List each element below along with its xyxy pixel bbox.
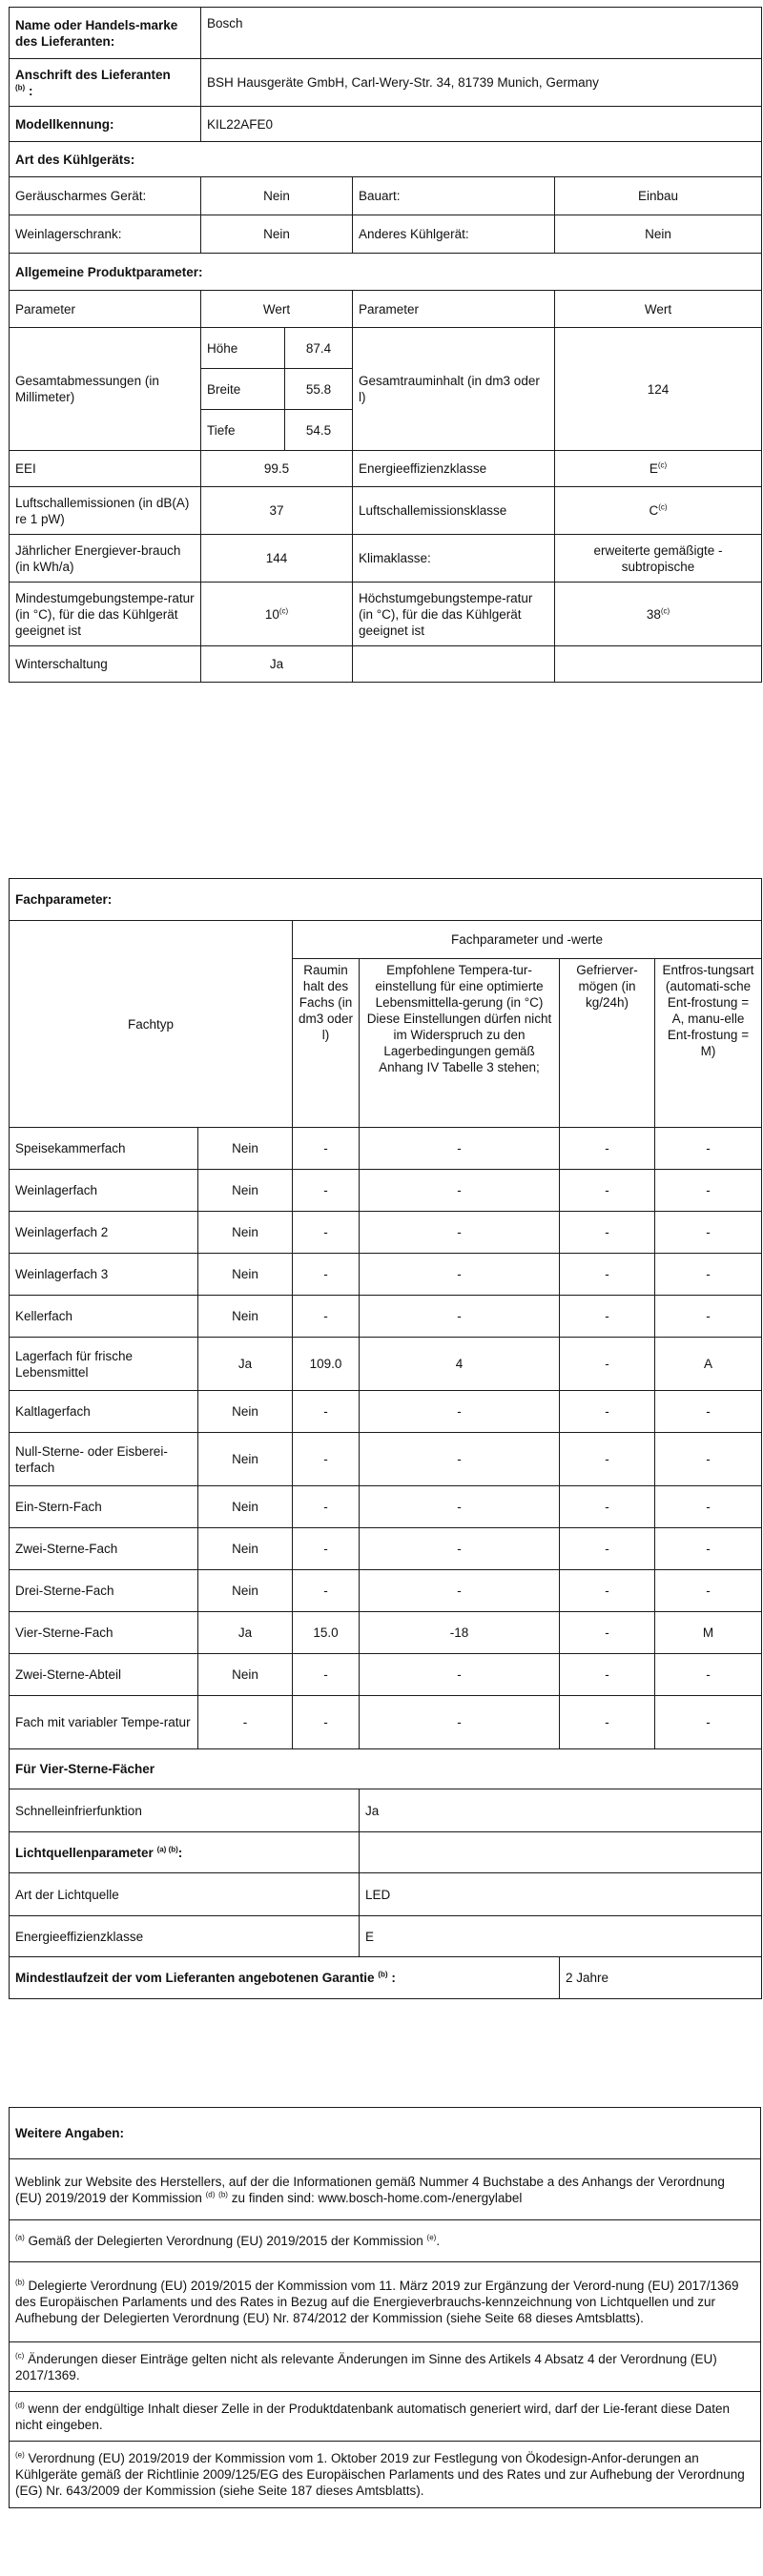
compartment-present: - xyxy=(198,1696,293,1749)
further-information-table xyxy=(9,2107,761,2508)
compartment-volume: - xyxy=(293,1570,360,1612)
light-type-value: LED xyxy=(360,1873,762,1916)
compartment-defrost-type: - xyxy=(655,1570,762,1612)
total-volume-label: Gesamtrauminhalt (in dm3 oder l) xyxy=(353,328,555,451)
climate-class-value: erweiterte gemäßigte - subtropische xyxy=(555,535,762,583)
parameter-header-2: Parameter xyxy=(353,291,555,328)
compartment-temperature: - xyxy=(360,1296,560,1338)
footnote-c: $^{(c)}$ Änderungen dieser Einträge gelten nicht als relevante Änderungen im Sinne des Artikels 4 Absatz 4 der Verordnung (EU) 2017/1369. xyxy=(10,2342,761,2392)
compartment-name: Speisekammerfach xyxy=(10,1128,198,1170)
compartment-freezing-capacity: - xyxy=(560,1528,655,1570)
table-row xyxy=(10,1212,762,1254)
compartment-temperature: - xyxy=(360,1486,560,1528)
compartment-volume: - xyxy=(293,1696,360,1749)
empty-cell xyxy=(353,646,555,683)
compartment-freezing-capacity: - xyxy=(560,1696,655,1749)
appliance-type-heading: Art des Kühlgeräts: xyxy=(10,142,762,177)
compartment-freezing-capacity: - xyxy=(560,1433,655,1486)
warranty-value: 2 Jahre xyxy=(560,1957,762,1999)
noise-emission-value: 37 xyxy=(201,487,353,535)
width-label: Breite xyxy=(201,369,285,410)
compartment-volume: - xyxy=(293,1254,360,1296)
build-type-label: Bauart: xyxy=(353,177,555,215)
compartment-name: Vier-Sterne-Fach xyxy=(10,1612,198,1654)
compartment-name: Null-Sterne- oder Eisberei-terfach xyxy=(10,1433,198,1486)
footnote-e: $^{(e)}$ Verordnung (EU) 2019/2019 der Kommission vom 1. Oktober 2019 zur Festlegung von Ökodesign-Anfor-derungen an Kühlgeräte gemäß der Richtlinie 2009/125/EG des Europäischen Parlaments und des Rates und zur Aufhebung der Verordnung (EG) Nr. 643/2009 der Kommission (siehe Seite 187 dieses Amtsblatts). xyxy=(10,2442,761,2508)
energy-class-label: Energieeffizienzklasse xyxy=(353,451,555,487)
build-type-value: Einbau xyxy=(555,177,762,215)
noise-class-value: $C^{(c)}$ xyxy=(555,487,762,535)
quick-freeze-label: Schnelleinfrierfunktion xyxy=(10,1789,360,1832)
compartment-volume: - xyxy=(293,1433,360,1486)
footnote-a: $^{(a)}$ Gemäß der Delegierten Verordnung (EU) 2019/2015 der Kommission $^{(e)}$. xyxy=(10,2220,761,2262)
other-appliance-label: Anderes Kühlgerät: xyxy=(353,215,555,254)
compartment-present: Nein xyxy=(198,1212,293,1254)
footnote-d: $^{(d)}$ wenn der endgültige Inhalt dieser Zelle in der Produktdatenbank automatisch generiert wird, darf der Lie-ferant diese Daten nicht eingeben. xyxy=(10,2392,761,2442)
compartment-freezing-capacity: - xyxy=(560,1254,655,1296)
further-information-section xyxy=(9,2107,761,2508)
light-source-heading: Lichtquellenparameter $^{(a) (b)}$: xyxy=(10,1832,360,1873)
compartment-present: Nein xyxy=(198,1433,293,1486)
noise-class-label: Luftschallemissionsklasse xyxy=(353,487,555,535)
table-row xyxy=(10,1570,762,1612)
freezing-capacity-header: Gefrierver-mögen (in kg/24h) xyxy=(560,959,655,1128)
depth-value: 54.5 xyxy=(285,410,353,451)
warranty-label: Mindestlaufzeit der vom Lieferanten angebotenen Garantie $^{(b)}$ : xyxy=(10,1957,560,1999)
empty-cell xyxy=(360,1832,762,1873)
compartment-temperature: - xyxy=(360,1170,560,1212)
table-row xyxy=(10,1128,762,1170)
compartment-temperature: - xyxy=(360,1128,560,1170)
compartment-present: Nein xyxy=(198,1296,293,1338)
table-row xyxy=(10,1696,762,1749)
compartment-name: Weinlagerfach 2 xyxy=(10,1212,198,1254)
compartment-name: Zwei-Sterne-Abteil xyxy=(10,1654,198,1696)
depth-label: Tiefe xyxy=(201,410,285,451)
compartment-volume: - xyxy=(293,1212,360,1254)
compartment-defrost-type: - xyxy=(655,1528,762,1570)
compartment-present: Ja xyxy=(198,1612,293,1654)
annual-energy-label: Jährlicher Energiever-brauch (in kWh/a) xyxy=(10,535,201,583)
compartment-defrost-type: - xyxy=(655,1128,762,1170)
compartment-defrost-type: - xyxy=(655,1696,762,1749)
compartment-volume: - xyxy=(293,1296,360,1338)
compartment-temperature: - xyxy=(360,1254,560,1296)
compartment-freezing-capacity: - xyxy=(560,1296,655,1338)
compartment-defrost-type: - xyxy=(655,1254,762,1296)
light-class-value: E xyxy=(360,1916,762,1957)
compartment-present: Nein xyxy=(198,1254,293,1296)
compartment-freezing-capacity: - xyxy=(560,1170,655,1212)
eei-label: EEI xyxy=(10,451,201,487)
further-information-heading: Weitere Angaben: xyxy=(10,2108,761,2159)
general-parameters-table xyxy=(9,7,762,683)
weblink-text: Weblink zur Website des Herstellers, auf der die Informationen gemäß Nummer 4 Buchstabe a des Anhangs der Verordnung (EU) 2019/2019 der Kommission $^{(d)}$ $^{(b)}$ zu finden sind: www.bosch-home.com-/energylabel xyxy=(10,2159,761,2220)
compartment-temperature: - xyxy=(360,1528,560,1570)
min-temp-label: Mindestumgebungstempe-ratur (in °C), für die das Kühlgerät geeignet ist xyxy=(10,583,201,646)
light-class-label: Energieeffizienzklasse xyxy=(10,1916,360,1957)
compartment-present: Nein xyxy=(198,1528,293,1570)
compartment-parameters-table xyxy=(9,878,762,1999)
address-label: Anschrift des Lieferanten $^{(b)}$ : xyxy=(10,59,201,107)
general-parameters-heading: Allgemeine Produktparameter: xyxy=(10,254,762,291)
table-row xyxy=(10,1254,762,1296)
other-appliance-value: Nein xyxy=(555,215,762,254)
footnote-b: $^{(b)}$ Delegierte Verordnung (EU) 2019/2015 der Kommission vom 11. März 2019 zur Ergänzung der Verord-nung (EU) 2017/1369 des Europäischen Parlaments und des Rates in Bezug auf die Energieverbrauchs-kennzeichnung von Lichtquellen und zur Aufhebung der Delegierten Verordnung (EU) Nr. 874/2012 der Kommission (siehe Seite 68 dieses Amtsblatts). xyxy=(10,2262,761,2342)
total-volume-value: 124 xyxy=(555,328,762,451)
compartment-freezing-capacity: - xyxy=(560,1212,655,1254)
compartment-freezing-capacity: - xyxy=(560,1486,655,1528)
compartment-name: Weinlagerfach xyxy=(10,1170,198,1212)
supplier-value: Bosch xyxy=(201,8,762,59)
compartment-volume: 15.0 xyxy=(293,1612,360,1654)
compartment-temperature: 4 xyxy=(360,1338,560,1391)
wine-cabinet-label: Weinlagerschrank: xyxy=(10,215,201,254)
table-row xyxy=(10,1391,762,1433)
compartment-defrost-type: - xyxy=(655,1296,762,1338)
noise-emission-label: Luftschallemissionen (in dB(A) re 1 pW) xyxy=(10,487,201,535)
compartment-temperature: -18 xyxy=(360,1612,560,1654)
winter-switch-value: Ja xyxy=(201,646,353,683)
annual-energy-value: 144 xyxy=(201,535,353,583)
low-noise-label: Geräuscharmes Gerät: xyxy=(10,177,201,215)
compartment-name: Kaltlagerfach xyxy=(10,1391,198,1433)
height-label: Höhe xyxy=(201,328,285,369)
compartment-present: Nein xyxy=(198,1391,293,1433)
table-row xyxy=(10,1338,762,1391)
compartment-volume: - xyxy=(293,1170,360,1212)
compartment-parameters-section xyxy=(9,878,761,1999)
width-value: 55.8 xyxy=(285,369,353,410)
compartment-freezing-capacity: - xyxy=(560,1391,655,1433)
table-row xyxy=(10,1296,762,1338)
max-temp-label: Höchstumgebungstempe-ratur (in °C), für die das Kühlgerät geeignet ist xyxy=(353,583,555,646)
compartment-volume: - xyxy=(293,1528,360,1570)
compartment-name: Weinlagerfach 3 xyxy=(10,1254,198,1296)
compartment-name: Kellerfach xyxy=(10,1296,198,1338)
four-star-heading: Für Vier-Sterne-Fächer xyxy=(10,1749,762,1789)
compartment-defrost-type: - xyxy=(655,1654,762,1696)
compartment-temperature: - xyxy=(360,1570,560,1612)
compartment-temperature: - xyxy=(360,1654,560,1696)
table-row xyxy=(10,1654,762,1696)
compartment-freezing-capacity: - xyxy=(560,1654,655,1696)
value-header-2: Wert xyxy=(555,291,762,328)
compartment-temperature: - xyxy=(360,1391,560,1433)
compartment-name: Zwei-Sterne-Fach xyxy=(10,1528,198,1570)
compartment-name: Lagerfach für frische Lebensmittel xyxy=(10,1338,198,1391)
compartment-name: Drei-Sterne-Fach xyxy=(10,1570,198,1612)
compartment-defrost-type: M xyxy=(655,1612,762,1654)
parameter-header: Parameter xyxy=(10,291,201,328)
compartment-defrost-type: - xyxy=(655,1170,762,1212)
compartment-present: Nein xyxy=(198,1128,293,1170)
compartment-present: Nein xyxy=(198,1170,293,1212)
quick-freeze-value: Ja xyxy=(360,1789,762,1832)
compartment-defrost-type: - xyxy=(655,1391,762,1433)
height-value: 87.4 xyxy=(285,328,353,369)
compartment-volume: - xyxy=(293,1128,360,1170)
light-type-label: Art der Lichtquelle xyxy=(10,1873,360,1916)
compartment-present: Ja xyxy=(198,1338,293,1391)
empty-cell xyxy=(555,646,762,683)
compartment-volume: - xyxy=(293,1654,360,1696)
volume-header: Raumin halt des Fachs (in dm3 oder l) xyxy=(293,959,360,1128)
compartment-temperature: - xyxy=(360,1696,560,1749)
general-parameters-section xyxy=(9,7,761,683)
compartment-temperature: - xyxy=(360,1212,560,1254)
climate-class-label: Klimaklasse: xyxy=(353,535,555,583)
compartment-present: Nein xyxy=(198,1570,293,1612)
compartment-defrost-type: A xyxy=(655,1338,762,1391)
table-row xyxy=(10,1612,762,1654)
compartment-defrost-type: - xyxy=(655,1433,762,1486)
table-row xyxy=(10,1170,762,1212)
compartment-group-header: Fachparameter und -werte xyxy=(293,921,762,959)
table-row xyxy=(10,1433,762,1486)
compartment-name: Ein-Stern-Fach xyxy=(10,1486,198,1528)
model-label: Modellkennung: xyxy=(10,107,201,142)
value-header: Wert xyxy=(201,291,353,328)
compartment-name: Fach mit variabler Tempe-ratur xyxy=(10,1696,198,1749)
address-value: BSH Hausgeräte GmbH, Carl-Wery-Str. 34, 81739 Munich, Germany xyxy=(201,59,762,107)
max-temp-value: 38$^{(c)}$ xyxy=(555,583,762,646)
compartment-heading: Fachparameter: xyxy=(10,879,762,921)
wine-cabinet-value: Nein xyxy=(201,215,353,254)
compartment-freezing-capacity: - xyxy=(560,1338,655,1391)
supplier-label: Name oder Handels-marke des Lieferanten: xyxy=(10,8,201,59)
table-row xyxy=(10,1486,762,1528)
table-row xyxy=(10,1528,762,1570)
min-temp-value: 10$^{(c)}$ xyxy=(201,583,353,646)
compartment-freezing-capacity: - xyxy=(560,1612,655,1654)
defrost-type-header: Entfros-tungsart (automati-sche Ent-frostung = A, manu-elle Ent-frostung = M) xyxy=(655,959,762,1128)
compartment-present: Nein xyxy=(198,1486,293,1528)
compartment-volume: - xyxy=(293,1486,360,1528)
compartment-freezing-capacity: - xyxy=(560,1128,655,1170)
eei-value: 99.5 xyxy=(201,451,353,487)
compartment-type-header: Fachtyp xyxy=(10,921,293,1128)
compartment-freezing-capacity: - xyxy=(560,1570,655,1612)
compartment-temperature: - xyxy=(360,1433,560,1486)
winter-switch-label: Winterschaltung xyxy=(10,646,201,683)
compartment-volume: 109.0 xyxy=(293,1338,360,1391)
low-noise-value: Nein xyxy=(201,177,353,215)
temperature-header: Empfohlene Tempera-tur-einstellung für eine optimierte Lebensmittella-gerung (in °C) Diese Einstellungen dürfen nicht im Widerspruch zu den Lagerbedingungen gemäß Anhang IV Tabelle 3 stehen; xyxy=(360,959,560,1128)
compartment-volume: - xyxy=(293,1391,360,1433)
compartment-present: Nein xyxy=(198,1654,293,1696)
compartment-defrost-type: - xyxy=(655,1212,762,1254)
dimensions-label: Gesamtabmessungen (in Millimeter) xyxy=(10,328,201,451)
compartment-defrost-type: - xyxy=(655,1486,762,1528)
energy-class-value: $E^{(c)}$ xyxy=(555,451,762,487)
model-value: KIL22AFE0 xyxy=(201,107,762,142)
